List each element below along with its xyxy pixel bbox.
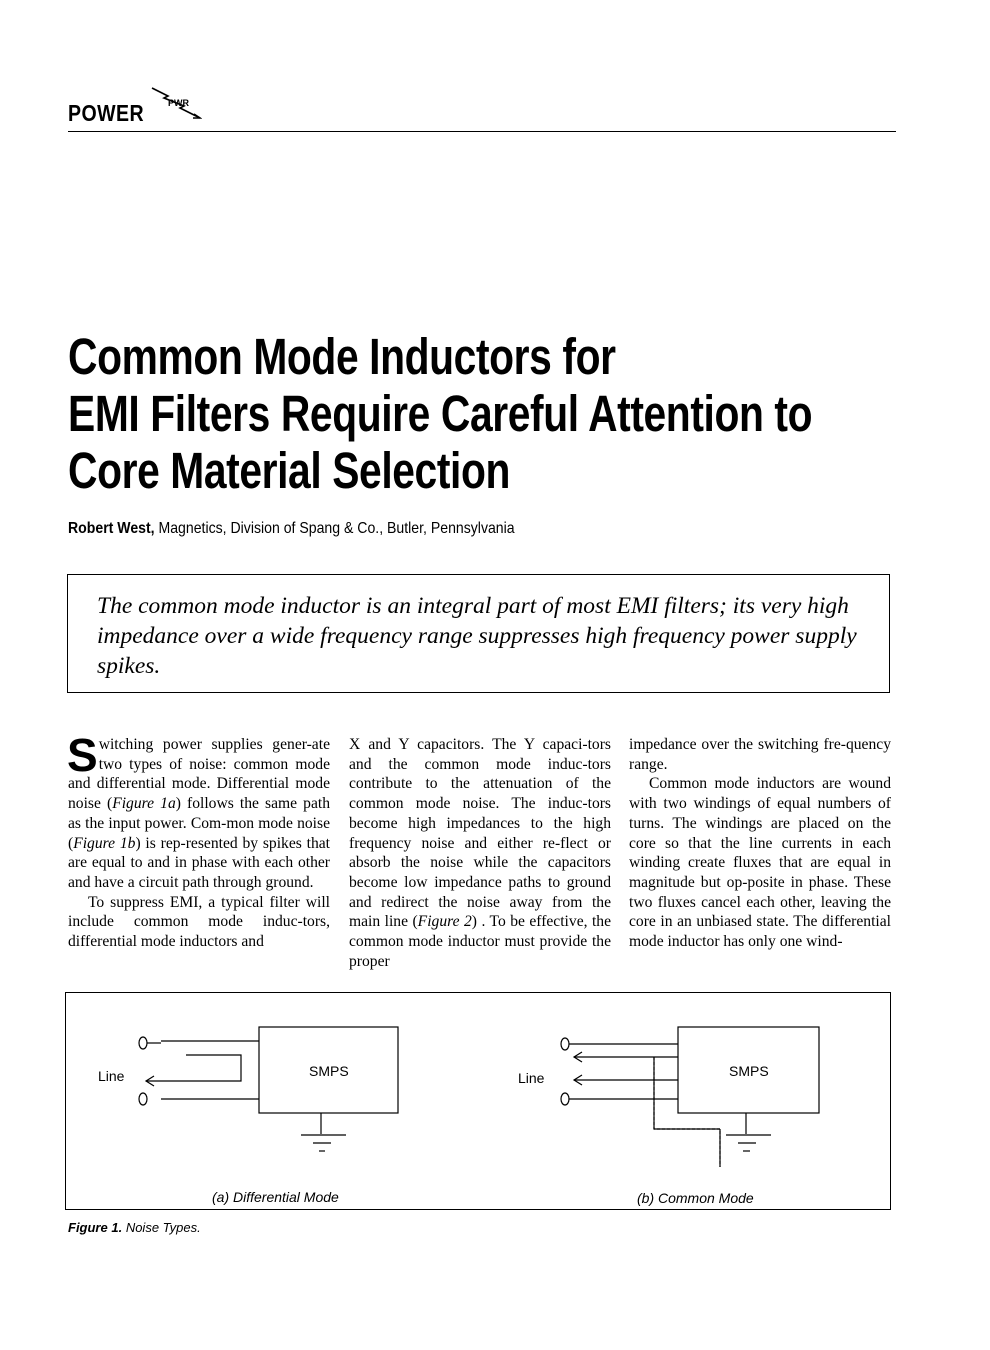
paragraph: [67, 729, 330, 893]
text-run: ) is rep-resented by spikes that are equal to and in phase with each other and have a circuit path through ground.: [68, 834, 330, 891]
text-run: witching power supplies gener-ate two types of noise: common mode and differential mode. Differential mode noise (: [68, 736, 330, 813]
terminal-b-top: [561, 1038, 569, 1050]
terminal-a-top: [139, 1037, 147, 1049]
subcaption-a: (a) Differential Mode: [212, 1189, 339, 1205]
paragraph: [349, 735, 611, 971]
figure-ref: Figure 2: [417, 913, 472, 931]
text-run: ) follows the same path as the input power. Com-mon mode noise (: [68, 795, 330, 852]
header-rule: [68, 131, 896, 132]
text-run: ) . To be effective, the common mode inductor must provide the proper: [349, 913, 612, 970]
drop-cap: S: [67, 729, 98, 781]
title-line-3: Core Material Selection: [68, 442, 511, 499]
byline: [68, 520, 515, 538]
figure-ref: Figure 1a: [112, 795, 176, 813]
smps-label-b: SMPS: [729, 1063, 769, 1079]
line-label-a: Line: [98, 1068, 125, 1084]
caption-number: Figure 1.: [68, 1220, 123, 1235]
abstract-box: [67, 574, 890, 693]
title-line-1: Common Mode Inductors for: [68, 328, 616, 385]
line-label-b: Line: [518, 1070, 545, 1086]
noise-types-diagram: [66, 993, 892, 1211]
article-title: [68, 328, 813, 499]
terminal-b-bottom: [561, 1093, 569, 1105]
pwr-logo-icon: [150, 84, 202, 124]
figure-ref: Figure 1b: [73, 834, 136, 852]
body-column-1: [67, 729, 330, 952]
title-line-2: EMI Filters Require Careful Attention to: [68, 385, 813, 442]
logo-text: PWR: [168, 98, 189, 108]
body-column-2: [349, 735, 611, 971]
terminal-a-bottom: [139, 1093, 147, 1105]
section-label: POWER: [68, 100, 144, 126]
smps-label-a: SMPS: [309, 1063, 349, 1079]
author-name: Robert West,: [68, 520, 155, 537]
abstract-text: The common mode inductor is an integral part of most EMI filters; its very high impedance over a wide frequency range suppresses high frequency power supply spikes.: [97, 593, 857, 679]
paragraph: To suppress EMI, a typical filter will include common mode induc-tors, differential mode inductors and: [68, 893, 330, 951]
figure-1: [65, 992, 891, 1210]
text-run: X and Y capacitors. The Y capaci-tors and the common mode induc-tors contribute to the attenuation of the common mode noise. The induc-tors become high impedances to the high frequency noise and either re-flect or absorb the noise while the capacitors become low impedance paths to ground and redirect the noise away from the main line (: [349, 736, 611, 931]
body-column-3: [629, 735, 891, 952]
paragraph: impedance over the switching fre-quency range.: [629, 736, 891, 773]
figure-caption: [68, 1220, 201, 1235]
author-affiliation: Magnetics, Division of Spang & Co., Butler, Pennsylvania: [158, 520, 515, 537]
subcaption-b: (b) Common Mode: [637, 1190, 754, 1206]
paragraph: Common mode inductors are wound with two windings of equal numbers of turns. The windings are placed on the core so that the line currents in each winding create fluxes that are equal in magnitude but op-posite in phase. These two fluxes cancel each other, leaving the core in an unbiased state. The differential mode inductor has only one wind-: [629, 775, 891, 951]
caption-text: Noise Types.: [125, 1220, 201, 1235]
